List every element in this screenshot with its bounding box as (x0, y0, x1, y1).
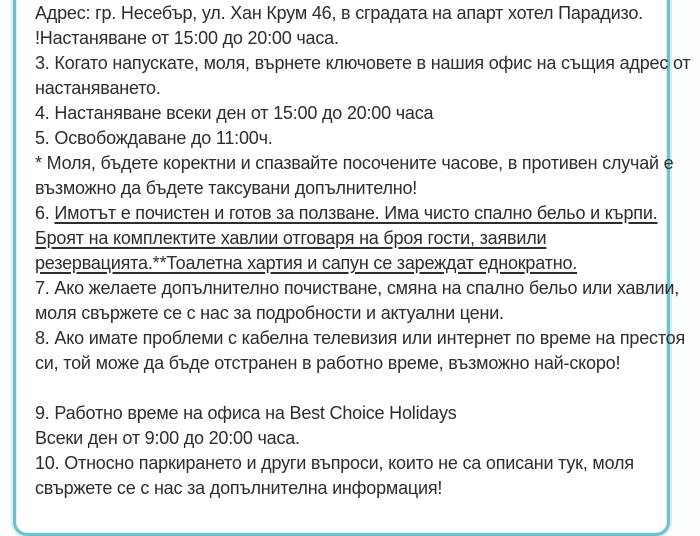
text-line (35, 451, 665, 476)
text-line (35, 76, 665, 101)
line-text: настаняването. (35, 78, 161, 98)
line-text: 10. Относно паркирането и други въпроси, които не са описани тук, моля (35, 453, 634, 473)
line-text: възможно да бъдете таксувани допълнително! (35, 178, 418, 198)
line-text: Имотът е почистен и готов за ползване. Има чисто спално бельо и кърпи. (54, 203, 658, 223)
line-text: !Настаняване от 15:00 до 20:00 часа. (35, 28, 339, 48)
text-line (35, 326, 686, 351)
text-line (35, 301, 665, 326)
line-text: свържете се с нас за допълнителна информация! (35, 478, 443, 498)
line-text: 5. Освобождаване до 11:00ч. (35, 128, 273, 148)
line-text: 9. Работно време на офиса на Best Choice Holidays (35, 403, 457, 423)
line-text: резервацията.**Тоалетна хартия и сапун се зареждат еднократно. (35, 253, 578, 273)
line-text: 7. Ако желаете допълнително почистване, смяна на спално бельо или хавлии, (35, 278, 680, 298)
line-text: Броят на комплектите хавлии отговаря на броя гости, заявили (35, 228, 547, 248)
blank-line (35, 376, 665, 401)
line-text: моля свържете се с нас за подробности и актуални цени. (35, 303, 504, 323)
line-text: 3. Когато напускате, моля, върнете ключовете в нашия офис на същия адрес от (35, 53, 691, 73)
line-text: Адрес: гр. Несебър, ул. Хан Крум 46, в сградата на апарт хотел Парадизо. (35, 3, 643, 23)
text-line (35, 401, 665, 426)
line-text: Всеки ден от 9:00 до 20:00 часа. (35, 428, 300, 448)
text-line (35, 226, 665, 251)
document-body (35, 1, 691, 501)
line-text: * Моля, бъдете коректни и спазвайте посочените часове, в противен случай е (35, 153, 674, 173)
text-line (35, 1, 665, 26)
list-number: 6. (35, 203, 55, 223)
text-line (35, 151, 674, 176)
text-line (35, 101, 665, 126)
text-line (35, 426, 665, 451)
line-text: 4. Настаняване всеки ден от 15:00 до 20:00 часа (35, 103, 434, 123)
line-text: 8. Ако имате проблеми с кабелна телевизия или интернет по време на престоя (35, 328, 686, 348)
text-line (35, 476, 665, 501)
text-line (35, 276, 680, 301)
text-line (35, 26, 665, 51)
text-line (35, 201, 665, 226)
text-line (35, 251, 665, 276)
text-line (35, 126, 665, 151)
text-line (35, 176, 665, 201)
text-line (35, 351, 665, 376)
line-text: си, той може да бъде отстранен в работно време, възможно най-скоро! (35, 353, 621, 373)
text-line (35, 51, 691, 76)
